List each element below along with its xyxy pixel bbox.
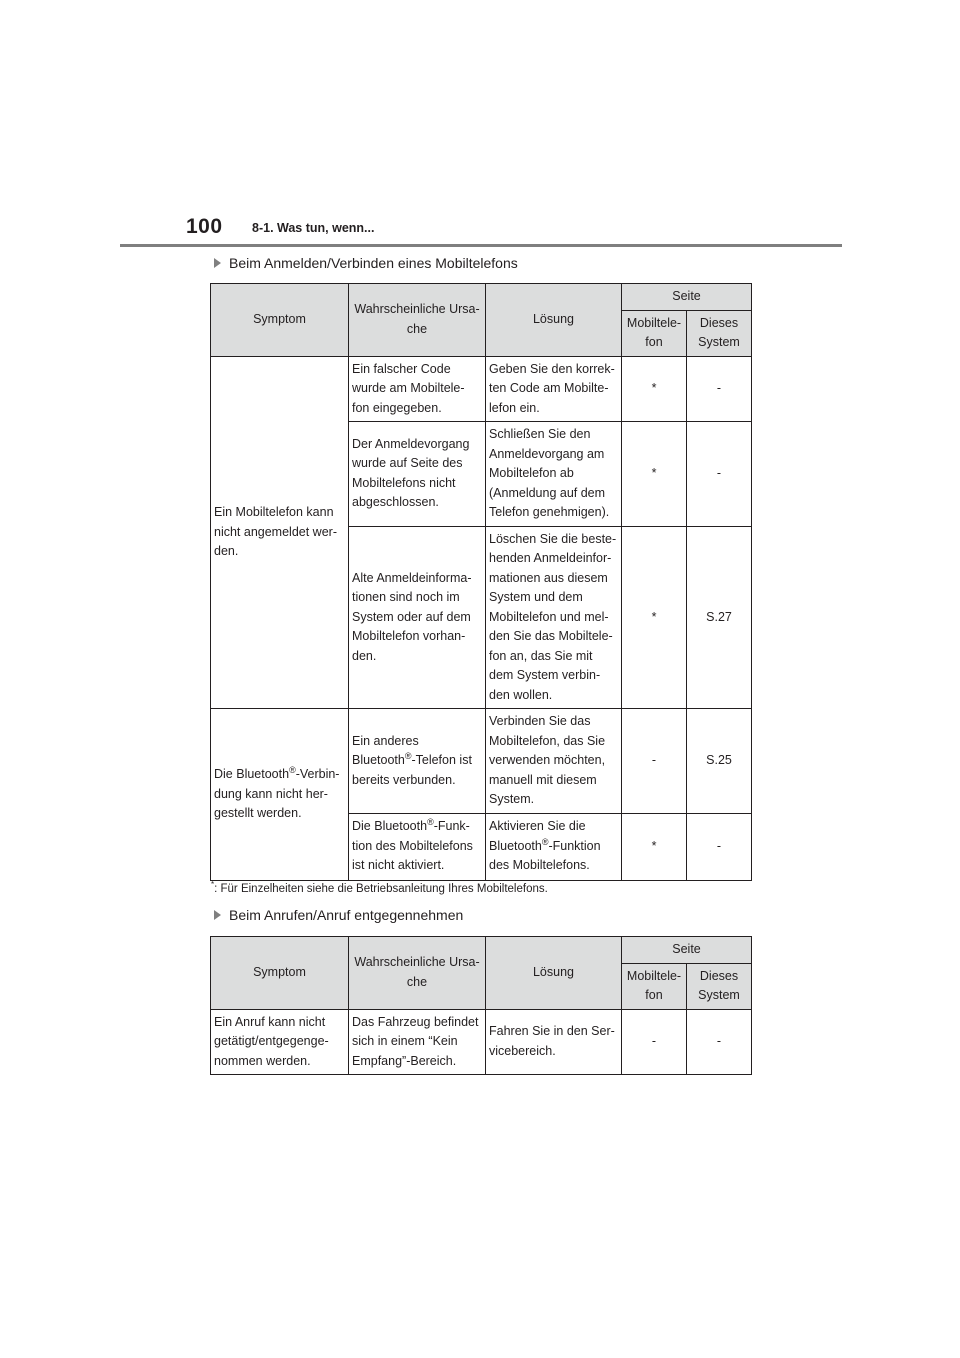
pairing-troubleshooting-table — [210, 283, 752, 881]
table-header-row — [211, 937, 752, 964]
header-rule — [120, 244, 842, 247]
table-row — [211, 709, 752, 814]
page-system-cell: - — [687, 422, 752, 527]
footnote — [211, 880, 548, 895]
solution-text: Aktivieren Sie die Bluetooth — [489, 819, 586, 853]
registered-mark: ® — [427, 817, 434, 828]
page-phone-cell: * — [622, 526, 687, 709]
solution-cell: Fahren Sie in den Ser- vicebereich. — [486, 1009, 622, 1075]
page-phone-cell: - — [622, 1009, 687, 1075]
table-row — [211, 356, 752, 422]
registered-mark: ® — [541, 836, 549, 847]
cause-text: -Telefon ist bereits verbunden. — [352, 753, 472, 787]
calling-troubleshooting-table — [210, 936, 752, 1075]
column-header-solution: Lösung — [486, 284, 622, 357]
solution-cell: Löschen Sie die beste- henden Anmeldeinfor- mationen aus diesem System und dem Mobiltelefon und mel- den Sie das Mobiltele- fon an, das Sie mit dem System verbin- den wollen. — [486, 526, 622, 709]
column-header-cause: Wahrscheinliche Ursa- che — [349, 937, 486, 1010]
registered-mark: ® — [404, 750, 412, 761]
solution-text: -Funktion des Mobiltelefons. — [489, 838, 601, 873]
page-phone-cell: - — [622, 709, 687, 814]
cause-cell: Der Anmeldevorgang wurde auf Seite des Mobiltelefons nicht abgeschlossen. — [349, 422, 486, 527]
column-header-cause: Wahrscheinliche Ursa- che — [349, 284, 486, 357]
solution-cell: Schließen Sie den Anmeldevorgang am Mobiltelefon ab (Anmeldung auf dem Telefon genehmigen). — [486, 422, 622, 527]
table-header-row — [211, 284, 752, 311]
triangle-bullet-icon — [214, 258, 221, 268]
column-header-symptom: Symptom — [211, 284, 349, 357]
footnote-mark: * — [211, 880, 215, 889]
page-number: 100 — [186, 215, 223, 238]
page-system-cell: - — [687, 813, 752, 880]
cause-cell: Ein falscher Code wurde am Mobiltele- fon eingegeben. — [349, 356, 486, 422]
page-system-cell: S.25 — [687, 709, 752, 814]
column-header-page-phone: Mobiltele- fon — [622, 963, 687, 1009]
triangle-bullet-icon — [214, 910, 221, 920]
cause-text: Ein anderes Bluetooth — [352, 733, 419, 767]
subheading-text: Beim Anmelden/Verbinden eines Mobiltelefons — [229, 255, 518, 271]
subheading-pairing — [214, 255, 518, 271]
column-header-solution: Lösung — [486, 937, 622, 1010]
subheading-text: Beim Anrufen/Anruf entgegennehmen — [229, 907, 464, 923]
symptom-cell — [211, 709, 349, 881]
solution-cell — [486, 813, 622, 880]
symptom-text: -Verbin- dung kann nicht her- gestellt werden. — [214, 767, 340, 820]
cause-text: -Funk- tion des Mobiltelefons ist nicht aktiviert. — [352, 819, 473, 873]
section-title: 8-1. Was tun, wenn... — [252, 221, 375, 235]
cause-cell: Das Fahrzeug befindet sich in einem “Kein Empfang”-Bereich. — [349, 1009, 486, 1075]
page-phone-cell: * — [622, 813, 687, 880]
page-system-cell: - — [687, 356, 752, 422]
footnote-text: : Für Einzelheiten siehe die Betriebsanleitung Ihres Mobiltelefons. — [214, 882, 548, 895]
cause-cell: Alte Anmeldeinforma- tionen sind noch im System oder auf dem Mobiltelefon vorhan- den. — [349, 526, 486, 709]
solution-cell: Geben Sie den korrek- ten Code am Mobilte- lefon ein. — [486, 356, 622, 422]
cause-cell — [349, 709, 486, 814]
table-row — [211, 1009, 752, 1075]
solution-cell: Verbinden Sie das Mobiltelefon, das Sie verwenden möchten, manuell mit diesem System. — [486, 709, 622, 814]
page-phone-cell: * — [622, 422, 687, 527]
cause-cell — [349, 813, 486, 880]
symptom-cell: Ein Mobiltelefon kann nicht angemeldet wer- den. — [211, 356, 349, 709]
column-header-page-system: Dieses System — [687, 310, 752, 356]
column-header-page-system: Dieses System — [687, 963, 752, 1009]
column-header-page-phone: Mobiltele- fon — [622, 310, 687, 356]
subheading-calling — [214, 907, 463, 923]
cause-text: Die Bluetooth — [352, 819, 428, 834]
page-system-cell: - — [687, 1009, 752, 1075]
column-header-page: Seite — [622, 937, 752, 964]
registered-mark: ® — [289, 764, 296, 775]
page-phone-cell: * — [622, 356, 687, 422]
symptom-text: Die Bluetooth — [214, 767, 290, 781]
symptom-cell: Ein Anruf kann nicht getätigt/entgegenge- nommen werden. — [211, 1009, 349, 1075]
column-header-page: Seite — [622, 284, 752, 311]
page-system-cell: S.27 — [687, 526, 752, 709]
column-header-symptom: Symptom — [211, 937, 349, 1010]
